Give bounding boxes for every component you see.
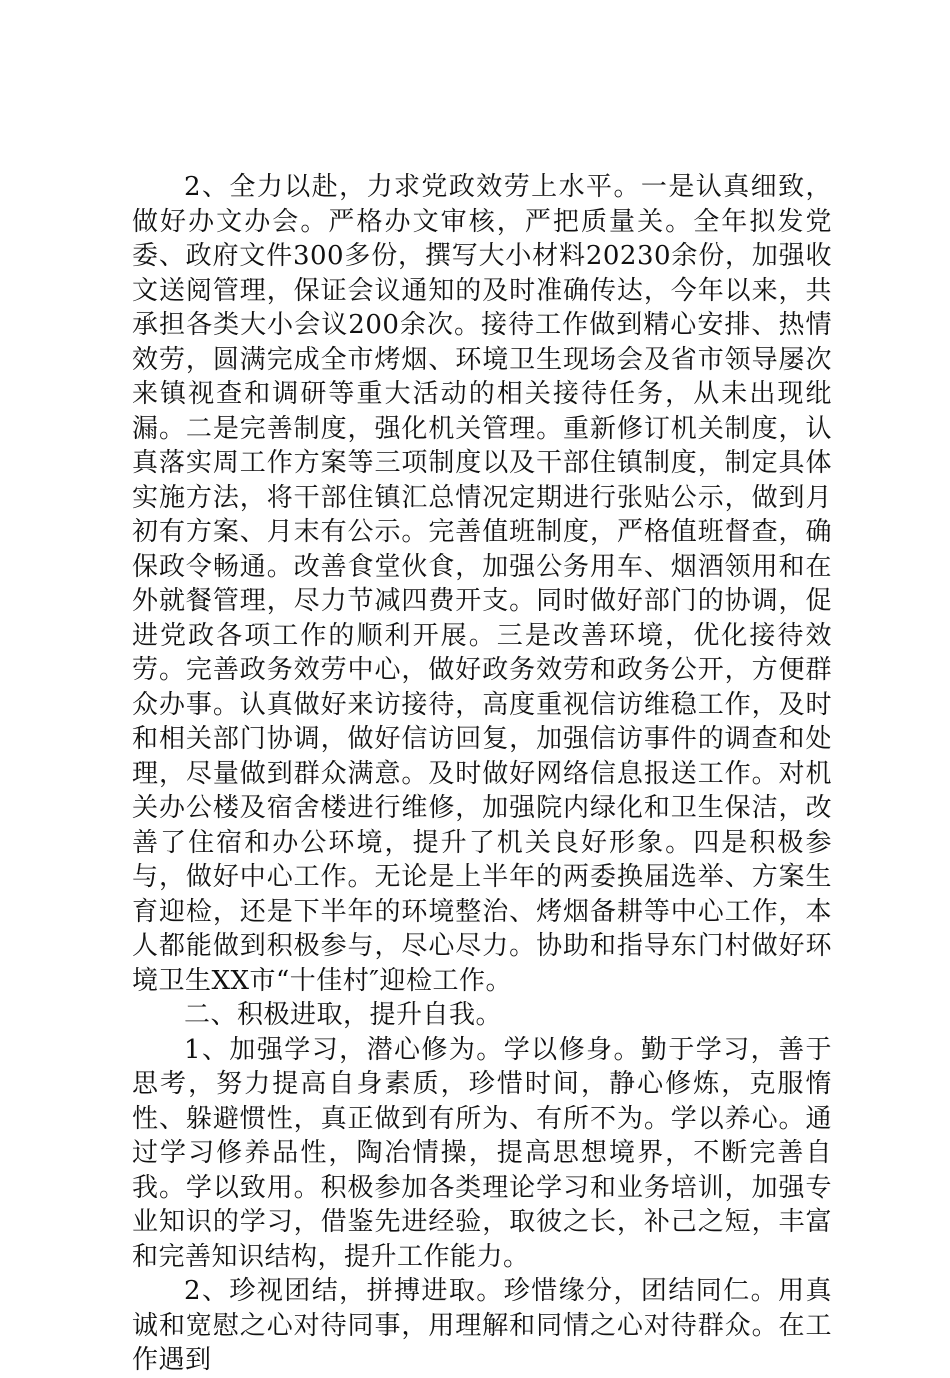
document-body: [132, 170, 832, 1378]
section-heading-self-improvement: 二、积极进取，提升自我。: [184, 1000, 503, 1030]
paragraph-service-work: 2、全力以赴，力求党政效劳上水平。一是认真细致，做好办文办会。严格办文审核，严把质量关。全年拟发党委、政府文件300多份，撰写大小材料20230余份，加强收文送阅管理，保证会议通知的及时准确传达，今年以来，共承担各类大小会议200余次。接待工作做到精心安排、热情效劳，圆满完成全市烤烟、环境卫生现场会及省市领导屡次来镇视查和调研等重大活动的相关接待任务，从未出现纰漏。二是完善制度，强化机关管理。重新修订机关制度，认真落实周工作方案等三项制度以及干部住镇制度，制定具体实施方法，将干部住镇汇总情况定期进行张贴公示，做到月初有方案、月末有公示。完善值班制度，严格值班督查，确保政令畅通。改善食堂伙食，加强公务用车、烟酒领用和在外就餐管理，尽力节减四费开支。同时做好部门的协调，促进党政各项工作的顺利开展。三是改善环境，优化接待效劳。完善政务效劳中心，做好政务效劳和政务公开，方便群众办事。认真做好来访接待，高度重视信访维稳工作，及时和相关部门协调，做好信访回复，加强信访事件的调查和处理，尽量做到群众满意。及时做好网络信息报送工作。对机关办公楼及宿舍楼进行维修，加强院内绿化和卫生保洁，改善了住宿和办公环境，提升了机关良好形象。四是积极参与，做好中心工作。无论是上半年的两委换届选举、方案生育迎检，还是下半年的环境整治、烤烟备耕等中心工作，本人都能做到积极参与，尽心尽力。协助和指导东门村做好环境卫生XX市“十佳村″迎检工作。: [132, 172, 832, 996]
paragraph-unity: 2、珍视团结，拼搏进取。珍惜缘分，团结同仁。用真诚和宽慰之心对待同事，用理解和同情之心对待群众。在工作遇到: [132, 1276, 832, 1375]
paragraph-study: 1、加强学习，潜心修为。学以修身。勤于学习，善于思考，努力提高自身素质，珍惜时间，静心修炼，克服惰性、躲避惯性，真正做到有所为、有所不为。学以养心。通过学习修养品性，陶冶情操，提高思想境界，不断完善自我。学以致用。积极参加各类理论学习和业务培训，加强专业知识的学习，借鉴先进经验，取彼之长，补己之短，丰富和完善知识结构，提升工作能力。: [132, 1034, 832, 1272]
